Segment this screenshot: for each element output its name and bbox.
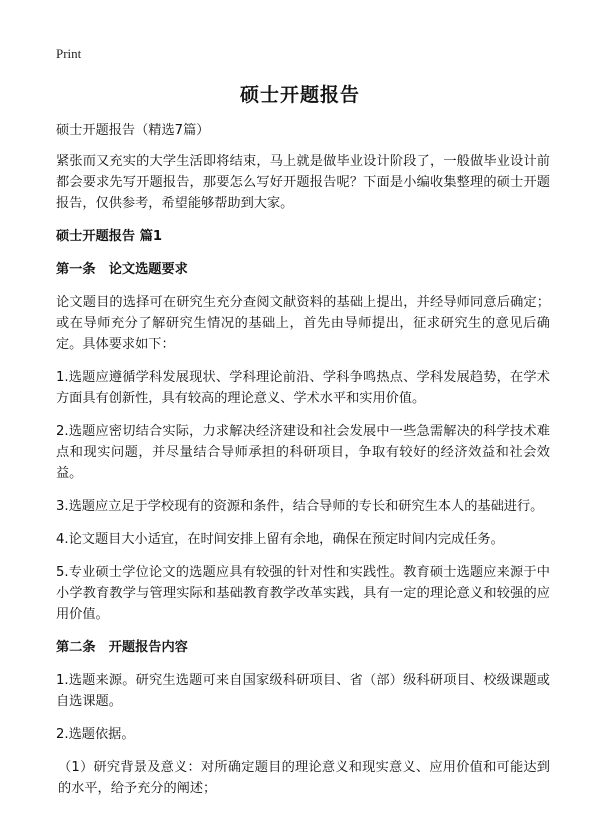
article-heading: 硕士开题报告 篇1 bbox=[56, 229, 163, 244]
section1-paragraph: 3.选题应立足于学校现有的资源和条件，结合导师的专长和研究生本人的基础进行。 bbox=[56, 499, 544, 514]
section1-paragraph: 4.论文题目大小适宜，在时间安排上留有余地，确保在预定时间内完成任务。 bbox=[56, 532, 504, 547]
section1-paragraph: 论文题目的选择可在研究生充分查阅文献资料的基础上提出，并经导师同意后确定；或在导师充分了解研究生情况的基础上，首先由导师提出，征求研究生的意见后确定。具体要求如下： bbox=[56, 295, 550, 352]
section2-paragraph: （1）研究背景及意义：对所确定题目的理论意义和现实意义、应用价值和可能达到的水平，给予充分的阐述； bbox=[58, 760, 550, 796]
intro-paragraph: 紧张而又充实的大学生活即将结束，马上就是做毕业设计阶段了，一般做毕业设计前都会要求先写开题报告，那要怎么写好开题报告呢？下面是小编收集整理的硕士开题报告，仅供参考，希望能够帮助到大家。 bbox=[56, 154, 550, 211]
section1-paragraph: 1.选题应遵循学科发展现状、学科理论前沿、学科争鸣热点、学科发展趋势，在学术方面具有创新性，具有较高的理论意义、学术水平和实用价值。 bbox=[56, 370, 550, 406]
page-title: 硕士开题报告 bbox=[239, 84, 360, 106]
section1-paragraph: 2.选题应密切结合实际，力求解决经济建设和社会发展中一些急需解决的科学技术难点和现实问题，并尽量结合导师承担的科研项目，争取有较好的经济效益和社会效益。 bbox=[56, 424, 550, 481]
section1-paragraph: 5.专业硕士学位论文的选题应具有较强的针对性和实践性。教育硕士选题应来源于中小学教育教学与管理实际和基础教育教学改革实践，具有一定的理论意义和较强的应用价值。 bbox=[56, 565, 550, 622]
print-link[interactable]: Print bbox=[56, 46, 82, 61]
section2-paragraph: 1.选题来源。研究生选题可来自国家级科研项目、省（部）级科研项目、校级课题或自选课题。 bbox=[56, 673, 550, 709]
section2-paragraph: 2.选题依据。 bbox=[56, 727, 135, 742]
section1-heading: 第一条 论文选题要求 bbox=[56, 262, 188, 277]
document-body bbox=[56, 120, 550, 811]
section2-heading: 第二条 开题报告内容 bbox=[56, 640, 188, 655]
document-subtitle: 硕士开题报告（精选7篇） bbox=[56, 123, 210, 138]
